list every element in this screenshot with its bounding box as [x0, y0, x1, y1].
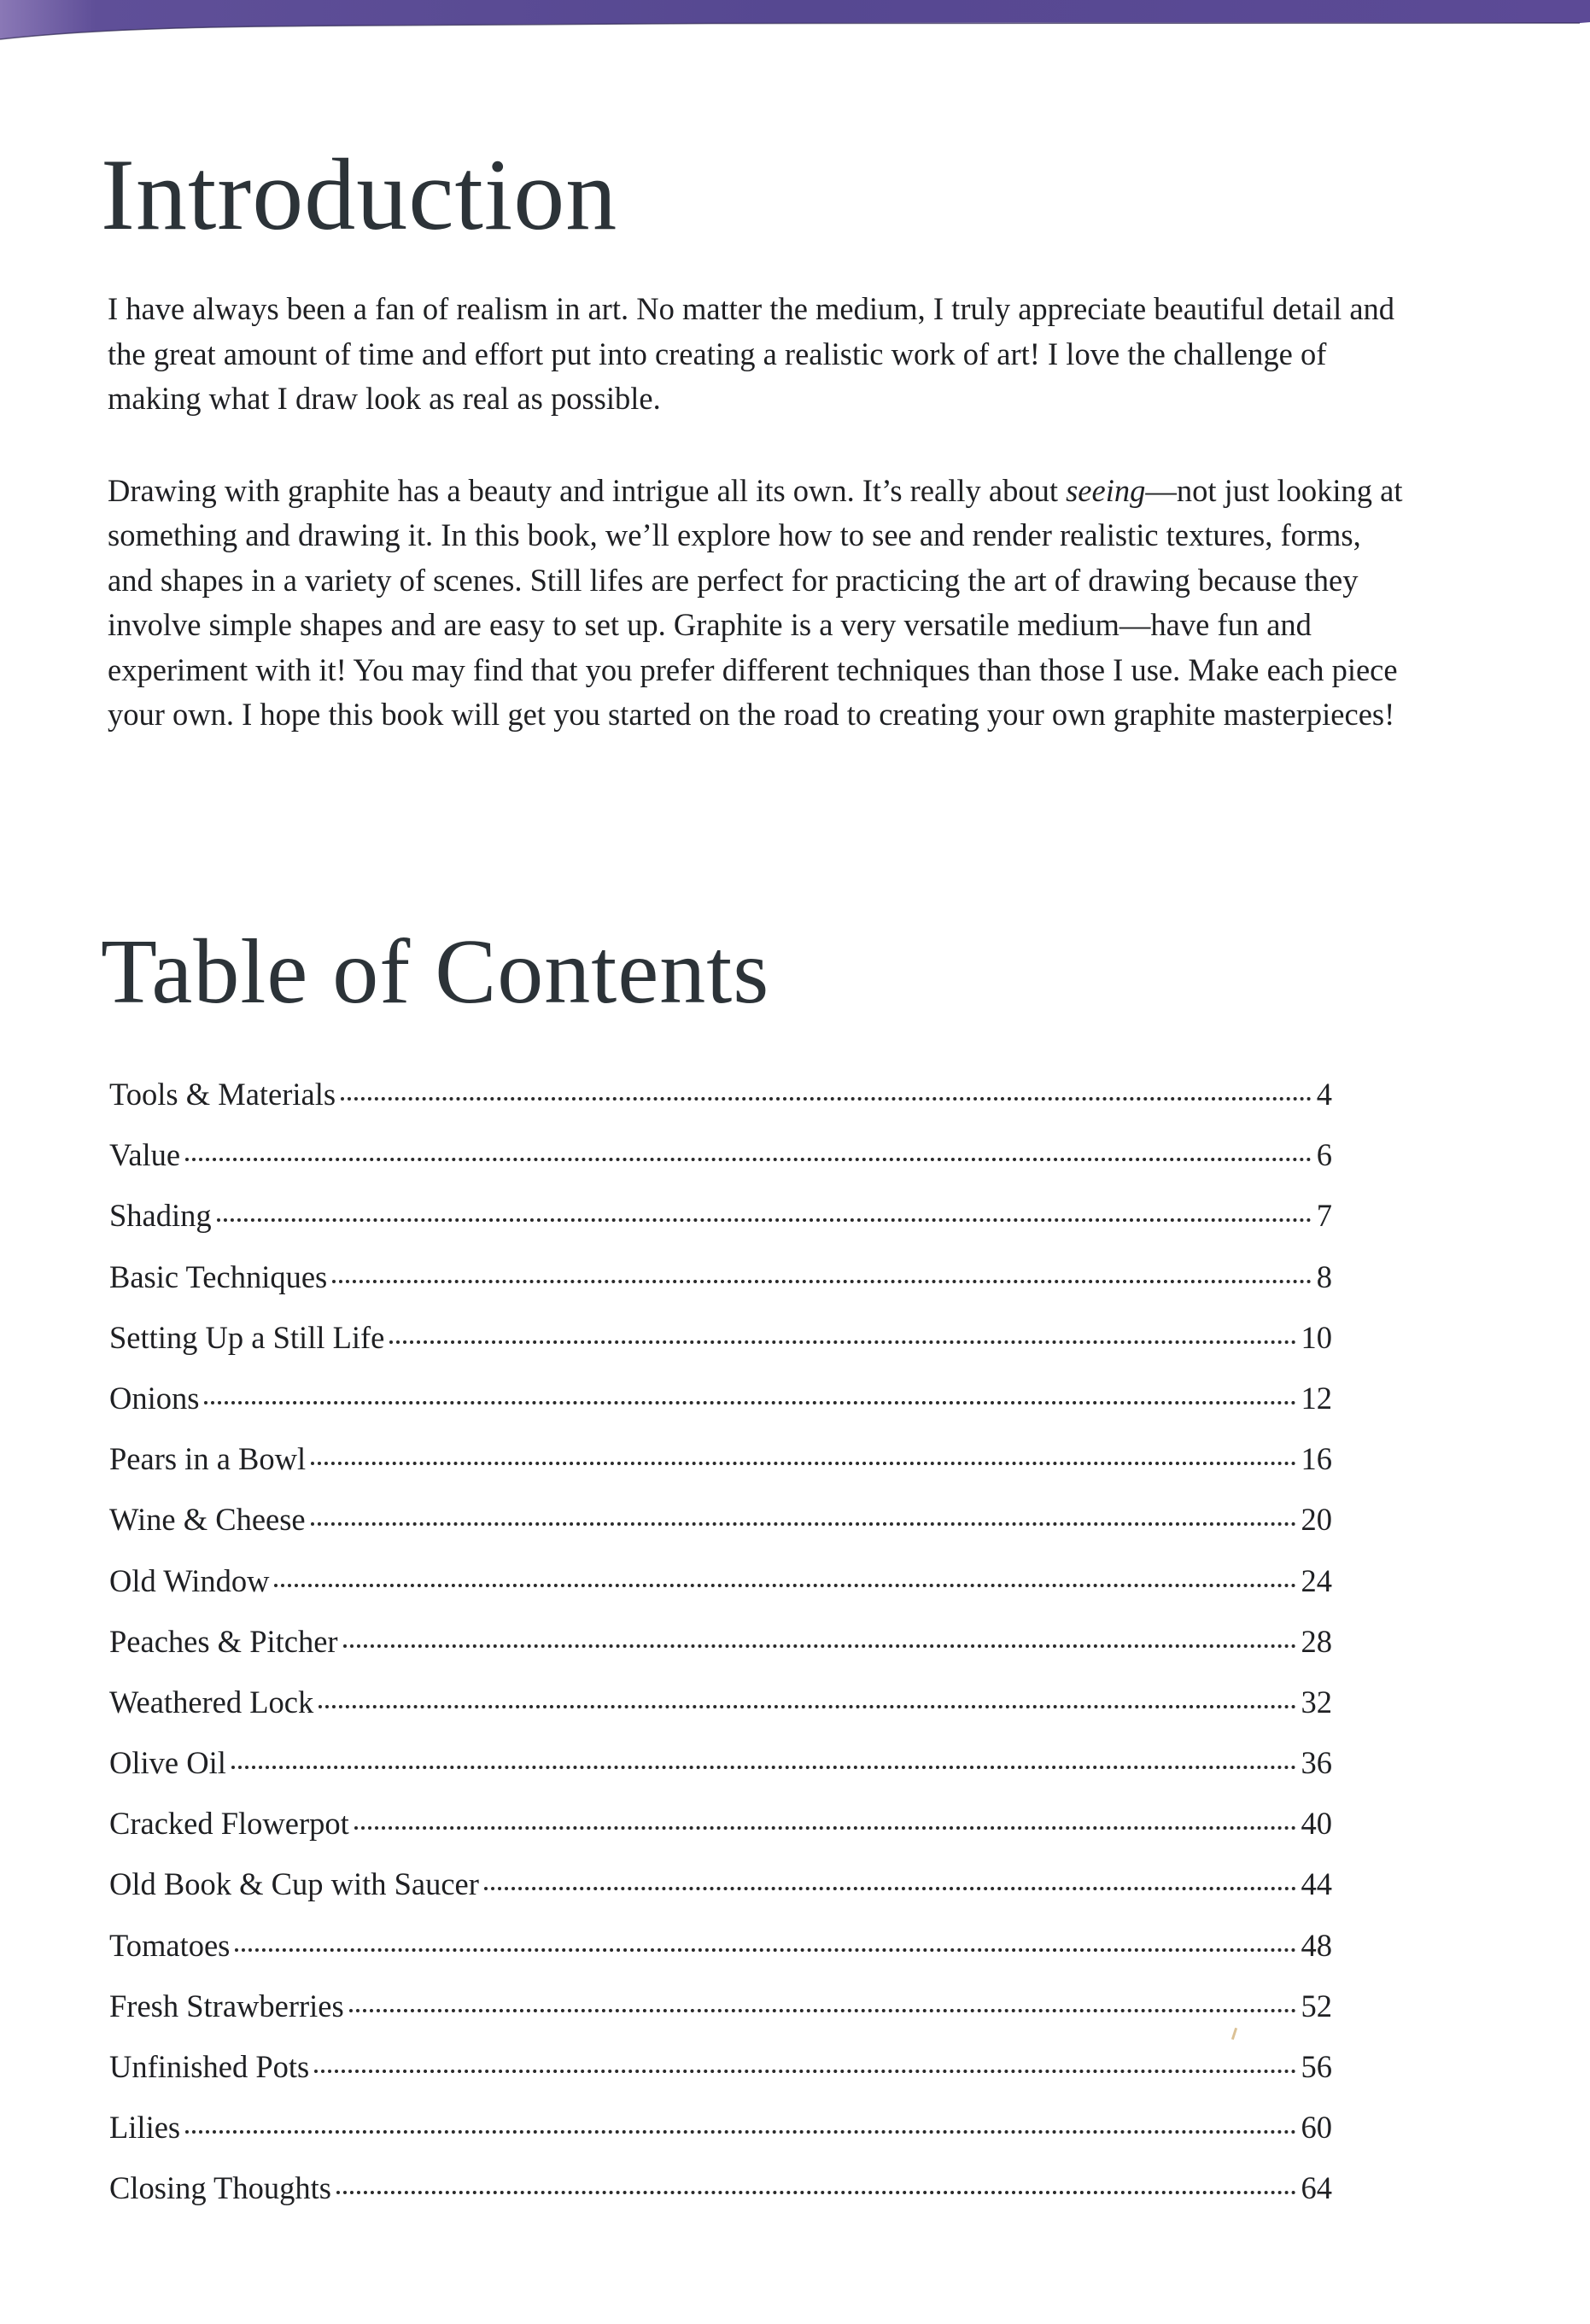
toc-entry-shading[interactable] — [109, 1197, 1332, 1258]
table-of-contents-heading: Table of Contents — [101, 921, 770, 1023]
toc-entry-title: Shading — [109, 1198, 212, 1234]
toc-entry-title: Basic Techniques — [109, 1258, 328, 1294]
toc-entry-title: Wine & Cheese — [109, 1502, 306, 1538]
toc-entry-onions[interactable] — [109, 1380, 1332, 1440]
dot-leader — [311, 1522, 1296, 1526]
dot-leader — [204, 1401, 1295, 1404]
toc-entry-page: 40 — [1301, 1806, 1332, 1842]
toc-entry-page: 4 — [1316, 1077, 1332, 1112]
toc-entry-page: 44 — [1301, 1866, 1332, 1902]
table-of-contents-list — [109, 1076, 1332, 2231]
dot-leader — [235, 1948, 1295, 1952]
toc-entry-page: 60 — [1301, 2110, 1332, 2146]
toc-entry-tomatoes[interactable] — [109, 1927, 1332, 1988]
toc-entry-title: Lilies — [109, 2110, 181, 2146]
toc-entry-basic-techniques[interactable] — [109, 1258, 1332, 1319]
dot-leader — [354, 1826, 1296, 1830]
toc-entry-page: 56 — [1301, 2049, 1332, 2084]
toc-entry-pears-in-a-bowl[interactable] — [109, 1440, 1332, 1501]
toc-entry-title: Olive Oil — [109, 1745, 226, 1781]
toc-entry-title: Tomatoes — [109, 1927, 231, 1963]
intro-paragraph-2-start: Drawing with graphite has a beauty and intrigue all its own. It’s really about — [108, 472, 1067, 508]
toc-entry-title: Unfinished Pots — [109, 2049, 310, 2084]
dot-leader — [319, 1705, 1295, 1708]
toc-entry-tools-materials[interactable] — [109, 1076, 1332, 1136]
toc-entry-page: 20 — [1301, 1502, 1332, 1538]
intro-paragraph-2 — [108, 469, 1406, 738]
toc-entry-page: 16 — [1301, 1441, 1332, 1477]
toc-entry-title: Old Window — [109, 1562, 270, 1598]
toc-entry-cracked-flowerpot[interactable] — [109, 1805, 1332, 1866]
toc-entry-page: 24 — [1301, 1562, 1332, 1598]
toc-entry-peaches-pitcher[interactable] — [109, 1623, 1332, 1684]
toc-entry-weathered-lock[interactable] — [109, 1684, 1332, 1744]
toc-entry-fresh-strawberries[interactable] — [109, 1988, 1332, 2048]
toc-entry-page: 7 — [1316, 1198, 1332, 1234]
toc-entry-title: Fresh Strawberries — [109, 1988, 344, 2023]
toc-entry-olive-oil[interactable] — [109, 1744, 1332, 1805]
dot-leader — [389, 1340, 1295, 1344]
toc-entry-old-book-cup-saucer[interactable] — [109, 1866, 1332, 1926]
dot-leader — [274, 1584, 1295, 1587]
toc-entry-page: 8 — [1316, 1258, 1332, 1294]
introduction-heading: Introduction — [101, 137, 618, 251]
dot-leader — [349, 2009, 1296, 2012]
toc-entry-title: Onions — [109, 1380, 200, 1416]
toc-entry-page: 36 — [1301, 1745, 1332, 1781]
dot-leader — [341, 1097, 1312, 1101]
toc-entry-page: 48 — [1301, 1927, 1332, 1963]
toc-entry-setting-up-still-life[interactable] — [109, 1319, 1332, 1380]
dot-leader — [336, 2191, 1296, 2194]
dot-leader — [185, 2130, 1295, 2134]
dot-leader — [231, 1766, 1296, 1769]
toc-entry-title: Old Book & Cup with Saucer — [109, 1866, 479, 1902]
dot-leader — [484, 1887, 1296, 1890]
intro-paragraph-1: I have always been a fan of realism in art. No matter the medium, I truly appreciate beautiful detail and the great amount of time and effort put into creating a realistic work of art! I love the challenge of making what I draw look as real as possible. — [108, 291, 1395, 416]
introduction-body — [108, 287, 1406, 785]
toc-entry-page: 32 — [1301, 1684, 1332, 1720]
toc-entry-page: 10 — [1301, 1319, 1332, 1355]
toc-entry-title: Peaches & Pitcher — [109, 1623, 338, 1659]
dot-leader — [311, 1462, 1295, 1465]
top-decorative-band — [0, 0, 1590, 51]
dot-leader — [332, 1280, 1311, 1283]
dot-leader — [185, 1158, 1312, 1161]
toc-entry-title: Tools & Materials — [109, 1077, 336, 1112]
toc-entry-unfinished-pots[interactable] — [109, 2048, 1332, 2109]
toc-entry-page: 12 — [1301, 1380, 1332, 1416]
toc-entry-title: Weathered Lock — [109, 1684, 314, 1720]
toc-entry-page: 28 — [1301, 1623, 1332, 1659]
toc-entry-page: 6 — [1316, 1137, 1332, 1173]
toc-entry-title: Setting Up a Still Life — [109, 1319, 385, 1355]
toc-entry-closing-thoughts[interactable] — [109, 2169, 1332, 2230]
toc-entry-value[interactable] — [109, 1136, 1332, 1197]
toc-entry-title: Pears in a Bowl — [109, 1441, 307, 1477]
dot-leader — [343, 1644, 1296, 1648]
intro-emphasis-seeing: seeing — [1066, 472, 1146, 508]
intro-paragraph-2-end: —not just looking at something and drawing it. In this book, we’ll explore how to see and render realistic textures, forms, and shapes in a variety of scenes. Still lifes are perfect for practicing the art of drawing because they involve simple shapes and are easy to set up. Graphite is a very versatile medium—have fun and experiment with it! You may find that you prefer different techniques than those I use. Make each piece your own. I hope this book will get you started on the road to creating your own graphite masterpieces! — [108, 472, 1403, 732]
toc-entry-title: Closing Thoughts — [109, 2170, 331, 2206]
toc-entry-lilies[interactable] — [109, 2109, 1332, 2169]
toc-entry-title: Value — [109, 1137, 181, 1173]
toc-entry-wine-cheese[interactable] — [109, 1501, 1332, 1562]
toc-entry-title: Cracked Flowerpot — [109, 1806, 349, 1842]
dot-leader — [217, 1218, 1312, 1222]
dot-leader — [314, 2070, 1295, 2073]
toc-entry-page: 52 — [1301, 1988, 1332, 2023]
toc-entry-page: 64 — [1301, 2170, 1332, 2206]
toc-entry-old-window[interactable] — [109, 1562, 1332, 1623]
